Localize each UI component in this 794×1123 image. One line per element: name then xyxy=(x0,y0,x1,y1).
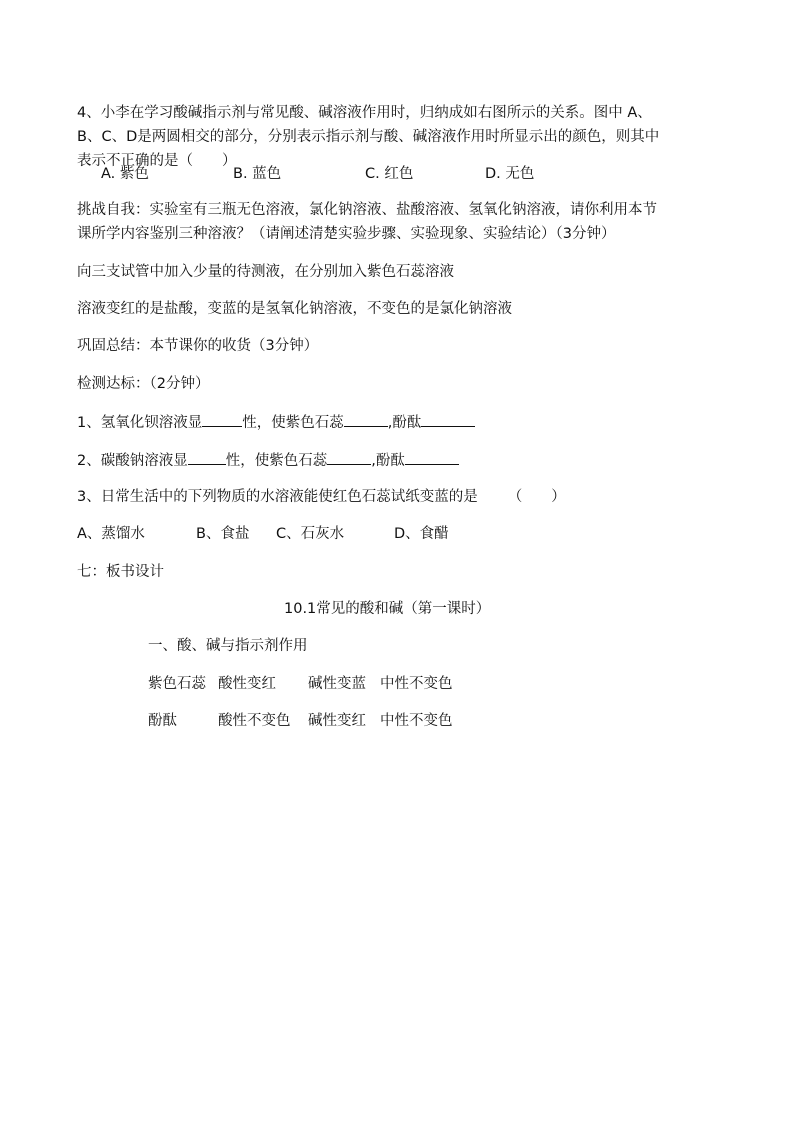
challenge-answer-1: 向三支试管中加入少量的待测液，在分别加入紫色石蕊溶液 xyxy=(77,264,454,280)
challenge-line-1: 挑战自我：实验室有三瓶无色溶液，氯化钠溶液、盐酸溶液、氢氧化钠溶液，请你利用本节 xyxy=(77,202,657,218)
test-q1 xyxy=(77,412,475,433)
board-row1-acid: 酸性变红 xyxy=(218,676,276,692)
test-heading: 检测达标：（2分钟） xyxy=(77,376,210,392)
board-heading: 七：板书设计 xyxy=(77,564,164,580)
q4-line-2: B、C、D是两圆相交的部分，分别表示指示剂与酸、碱溶液作用时所显示出的颜色，则其中 xyxy=(77,129,660,145)
test-q2 xyxy=(77,450,459,471)
test-q2-part-c: ,酚酞 xyxy=(371,453,405,469)
q4-option-d: D. 无色 xyxy=(485,166,535,182)
test-q1-part-a: 1、氢氧化钡溶液显 xyxy=(77,415,203,431)
test-q2-part-a: 2、碳酸钠溶液显 xyxy=(77,453,188,469)
board-row1-neutral: 中性不变色 xyxy=(380,676,453,692)
board-row2-base: 碱性变红 xyxy=(308,713,366,729)
q4-options xyxy=(101,164,534,184)
board-row1-base: 碱性变蓝 xyxy=(308,676,366,692)
test-q2-part-b: 性，使紫色石蕊 xyxy=(225,453,328,469)
test-q1-blank-2 xyxy=(344,412,388,427)
test-q2-blank-1 xyxy=(188,450,226,465)
board-row-2 xyxy=(148,711,453,731)
test-q3-options xyxy=(77,524,449,544)
q4-option-a: A. 紫色 xyxy=(101,166,149,182)
test-q1-blank-3 xyxy=(421,412,475,427)
test-q3 xyxy=(77,487,566,507)
test-q3-option-a: A、蒸馏水 xyxy=(77,526,145,542)
test-q3-text: 3、日常生活中的下列物质的水溶液能使红色石蕊试纸变蓝的是 xyxy=(77,489,478,505)
board-row2-indicator: 酚酞 xyxy=(148,713,177,729)
challenge-line-2: 课所学内容鉴别三种溶液？（请阐述清楚实验步骤、实验现象、实验结论）（3分钟） xyxy=(77,226,616,242)
board-row-1 xyxy=(148,674,453,694)
test-q1-blank-1 xyxy=(202,412,242,427)
board-row1-indicator: 紫色石蕊 xyxy=(148,676,206,692)
q4-line-3: 表示不正确的是（ ） xyxy=(77,153,237,169)
test-q3-option-b: B、食盐 xyxy=(196,526,250,542)
board-title: 10.1常见的酸和碱（第一课时） xyxy=(284,601,491,617)
test-q2-blank-3 xyxy=(405,450,459,465)
q4-line-1: 4、小李在学习酸碱指示剂与常见酸、碱溶液作用时，归纳成如右图所示的关系。图中 A、 xyxy=(77,105,652,121)
test-q3-option-c: C、石灰水 xyxy=(276,526,345,542)
test-q3-paren: （ ） xyxy=(507,489,566,505)
board-row2-neutral: 中性不变色 xyxy=(380,713,453,729)
q4-option-c: C. 红色 xyxy=(365,166,414,182)
board-subtitle: 一、酸、碱与指示剂作用 xyxy=(148,638,308,654)
board-row2-acid: 酸性不变色 xyxy=(218,713,291,729)
challenge-answer-2: 溶液变红的是盐酸，变蓝的是氢氧化钠溶液，不变色的是氯化钠溶液 xyxy=(77,301,512,317)
test-q3-option-d: D、食醋 xyxy=(394,526,449,542)
test-q1-part-c: ,酚酞 xyxy=(387,415,422,431)
test-q1-part-b: 性，使紫色石蕊 xyxy=(242,415,344,431)
q4-option-b: B. 蓝色 xyxy=(233,166,282,182)
summary-line: 巩固总结：本节课你的收货（3分钟） xyxy=(77,338,319,354)
test-q2-blank-2 xyxy=(327,450,371,465)
